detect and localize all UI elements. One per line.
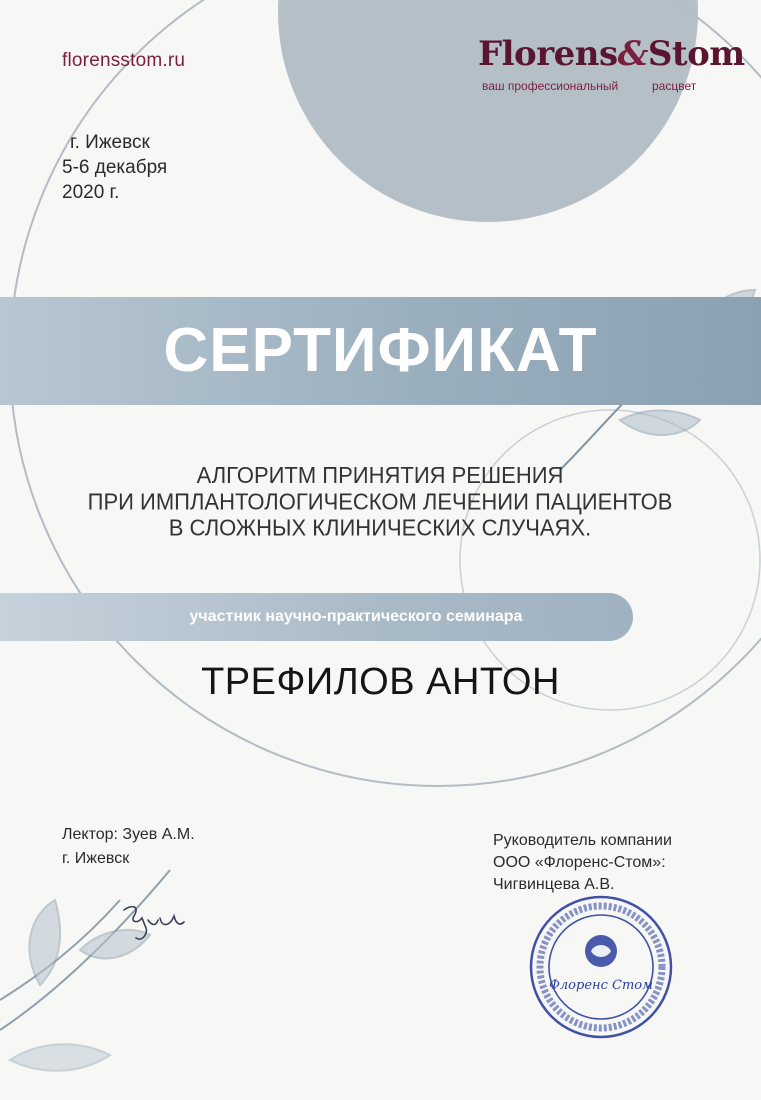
event-dates: 5-6 декабря: [62, 157, 168, 178]
participant-name: ТРЕФИЛОВ АНТОН: [201, 661, 560, 703]
lecturer-block: [62, 823, 195, 871]
logo-tagline-left: ваш профессиональный: [482, 79, 619, 93]
company-stamp: [527, 893, 675, 1041]
logo-wordmark: Florens&Stom: [478, 34, 745, 74]
course-line: В СЛОЖНЫХ КЛИНИЧЕСКИХ СЛУЧАЯХ.: [168, 514, 592, 541]
website-url: florensstom.ru: [62, 50, 186, 71]
event-city: г. Ижевск: [70, 132, 150, 153]
title-banner: [0, 297, 761, 405]
lecturer-city: г. Ижевск: [62, 850, 130, 867]
certificate-title: СЕРТИФИКАТ: [163, 316, 598, 385]
manager-company: ООО «Флоренс-Стом»:: [493, 854, 666, 871]
manager-name: Чигвинцева А.В.: [493, 876, 615, 893]
course-title: [60, 462, 700, 541]
event-info: [62, 130, 167, 205]
company-logo: [478, 34, 745, 104]
participant-role: участник научно-практического семинара: [189, 608, 523, 625]
participant-band: [0, 593, 633, 641]
course-line: АЛГОРИТМ ПРИНЯТИЯ РЕШЕНИЯ: [196, 462, 564, 489]
event-year: 2020 г.: [62, 182, 120, 203]
stamp-center-text: Флоренс Стом: [549, 978, 653, 993]
course-line: ПРИ ИМПЛАНТОЛОГИЧЕСКОМ ЛЕЧЕНИИ ПАЦИЕНТОВ: [87, 488, 673, 515]
lecturer-name: Лектор: Зуев А.М.: [62, 826, 195, 843]
manager-block: [493, 830, 672, 896]
logo-tagline-right: расцвет: [652, 79, 697, 93]
manager-title: Руководитель компании: [493, 832, 672, 849]
lecturer-signature: [118, 898, 188, 948]
